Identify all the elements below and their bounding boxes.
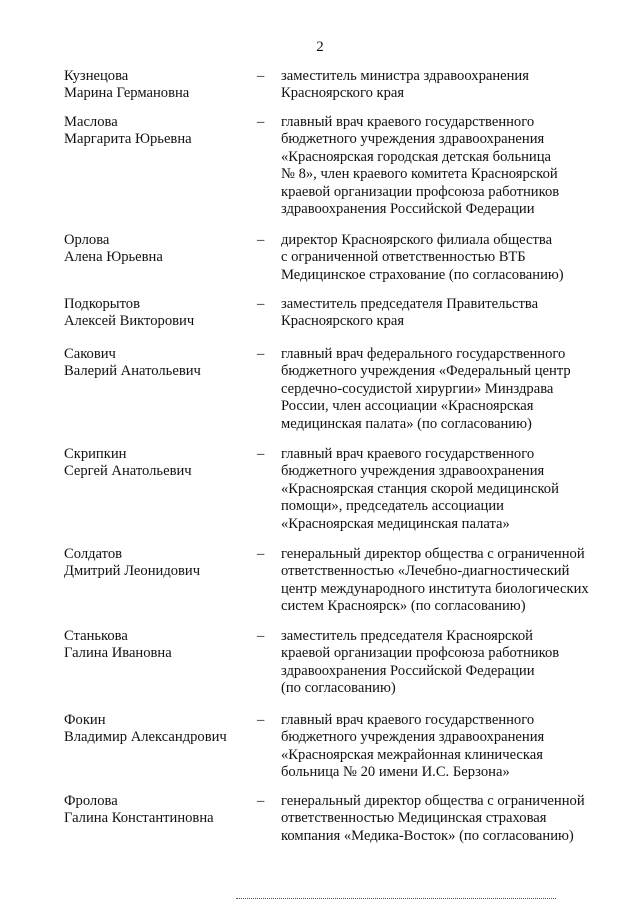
position-line: Красноярского края	[281, 313, 405, 330]
member-given-name: Алена Юрьевна	[64, 249, 163, 266]
position-line: главный врач федерального государственного	[281, 346, 566, 362]
member-surname: Фролова	[64, 793, 118, 809]
member-position	[281, 546, 631, 616]
position-line: заместитель председателя Правительства	[281, 296, 539, 312]
position-line: Медицинское страхование (по согласованию)	[281, 266, 564, 283]
position-line: систем Красноярск» (по согласованию)	[281, 598, 526, 615]
position-line: главный врач краевого государственного	[281, 114, 535, 130]
position-line: директор Красноярского филиала общества	[281, 232, 553, 248]
position-line: № 8», член краевого комитета Красноярской	[281, 166, 558, 183]
member-surname: Маслова	[64, 114, 118, 130]
member-position	[281, 68, 631, 103]
position-line: бюджетного учреждения здравоохранения	[281, 729, 545, 746]
member-surname: Сакович	[64, 346, 116, 362]
member-surname: Солдатов	[64, 546, 123, 562]
member-given-name: Маргарита Юрьевна	[64, 131, 192, 148]
member-name	[64, 232, 254, 267]
position-line: (по согласованию)	[281, 680, 396, 697]
member-surname: Фокин	[64, 712, 106, 728]
member-position	[281, 793, 631, 845]
position-line: «Красноярская межрайонная клиническая	[281, 746, 543, 763]
member-given-name: Галина Константиновна	[64, 810, 214, 827]
position-line: генеральный директор общества с ограниченной	[281, 546, 585, 562]
member-surname: Кузнецова	[64, 68, 129, 84]
position-line: краевой организации профсоюза работников	[281, 645, 560, 662]
position-line: здравоохранения Российской Федерации	[281, 201, 535, 218]
page-number: 2	[316, 39, 324, 55]
position-line: с ограниченной ответственностью ВТБ	[281, 249, 526, 266]
member-name	[64, 114, 254, 149]
position-line: «Красноярская станция скорой медицинской	[281, 480, 559, 497]
member-surname: Скрипкин	[64, 446, 127, 462]
member-surname: Подкорытов	[64, 296, 140, 312]
member-name	[64, 628, 254, 663]
position-line: Красноярского края	[281, 85, 405, 102]
member-given-name: Сергей Анатольевич	[64, 463, 192, 480]
member-surname: Станькова	[64, 628, 128, 644]
position-line: компания «Медика-Восток» (по согласованию)	[281, 827, 574, 844]
position-line: больница № 20 имени И.С. Берзона»	[281, 764, 510, 781]
position-line: центр международного института биологических	[281, 580, 589, 597]
dash-separator: –	[257, 446, 265, 462]
member-surname: Орлова	[64, 232, 110, 248]
member-position	[281, 628, 631, 698]
position-line: сердечно-сосудистой хирургии» Минздрава	[281, 380, 554, 397]
member-name	[64, 446, 254, 481]
position-line: заместитель министра здравоохранения	[281, 68, 529, 84]
position-line: бюджетного учреждения здравоохранения	[281, 131, 545, 148]
dash-separator: –	[257, 68, 265, 84]
position-line: медицинская палата» (по согласованию)	[281, 415, 532, 432]
dash-separator: –	[257, 793, 265, 809]
member-given-name: Галина Ивановна	[64, 645, 172, 662]
position-line: краевой организации профсоюза работников	[281, 183, 560, 200]
position-line: бюджетного учреждения «Федеральный центр	[281, 363, 571, 380]
member-name	[64, 712, 254, 747]
position-line: заместитель председателя Красноярской	[281, 628, 533, 644]
dash-separator: –	[257, 628, 265, 644]
dash-separator: –	[257, 546, 265, 562]
member-name	[64, 346, 254, 381]
position-line: генеральный директор общества с ограниченной	[281, 793, 585, 809]
position-line: ответственностью «Лечебно-диагностический	[281, 563, 570, 580]
position-line: здравоохранения Российской Федерации	[281, 662, 535, 679]
footer-dotted-line	[236, 898, 556, 899]
member-position	[281, 232, 631, 284]
position-line: России, член ассоциации «Красноярская	[281, 398, 534, 415]
member-position	[281, 296, 631, 331]
dash-separator: –	[257, 114, 265, 130]
position-line: «Красноярская городская детская больница	[281, 148, 552, 165]
member-given-name: Владимир Александрович	[64, 729, 227, 746]
position-line: «Красноярская медицинская палата»	[281, 515, 510, 532]
dash-separator: –	[257, 346, 265, 362]
member-given-name: Марина Германовна	[64, 85, 190, 102]
member-name	[64, 793, 254, 828]
member-name	[64, 68, 254, 103]
dash-separator: –	[257, 712, 265, 728]
member-given-name: Валерий Анатольевич	[64, 363, 201, 380]
member-name	[64, 546, 254, 581]
member-position	[281, 712, 631, 782]
member-position	[281, 446, 631, 533]
position-line: бюджетного учреждения здравоохранения	[281, 463, 545, 480]
position-line: ответственностью Медицинская страховая	[281, 810, 547, 827]
member-position	[281, 346, 631, 433]
member-given-name: Алексей Викторович	[64, 313, 195, 330]
dash-separator: –	[257, 232, 265, 248]
dash-separator: –	[257, 296, 265, 312]
position-line: помощи», председатель ассоциации	[281, 498, 504, 515]
member-given-name: Дмитрий Леонидович	[64, 563, 201, 580]
member-position	[281, 114, 631, 218]
position-line: главный врач краевого государственного	[281, 446, 535, 462]
position-line: главный врач краевого государственного	[281, 712, 535, 728]
member-name	[64, 296, 254, 331]
